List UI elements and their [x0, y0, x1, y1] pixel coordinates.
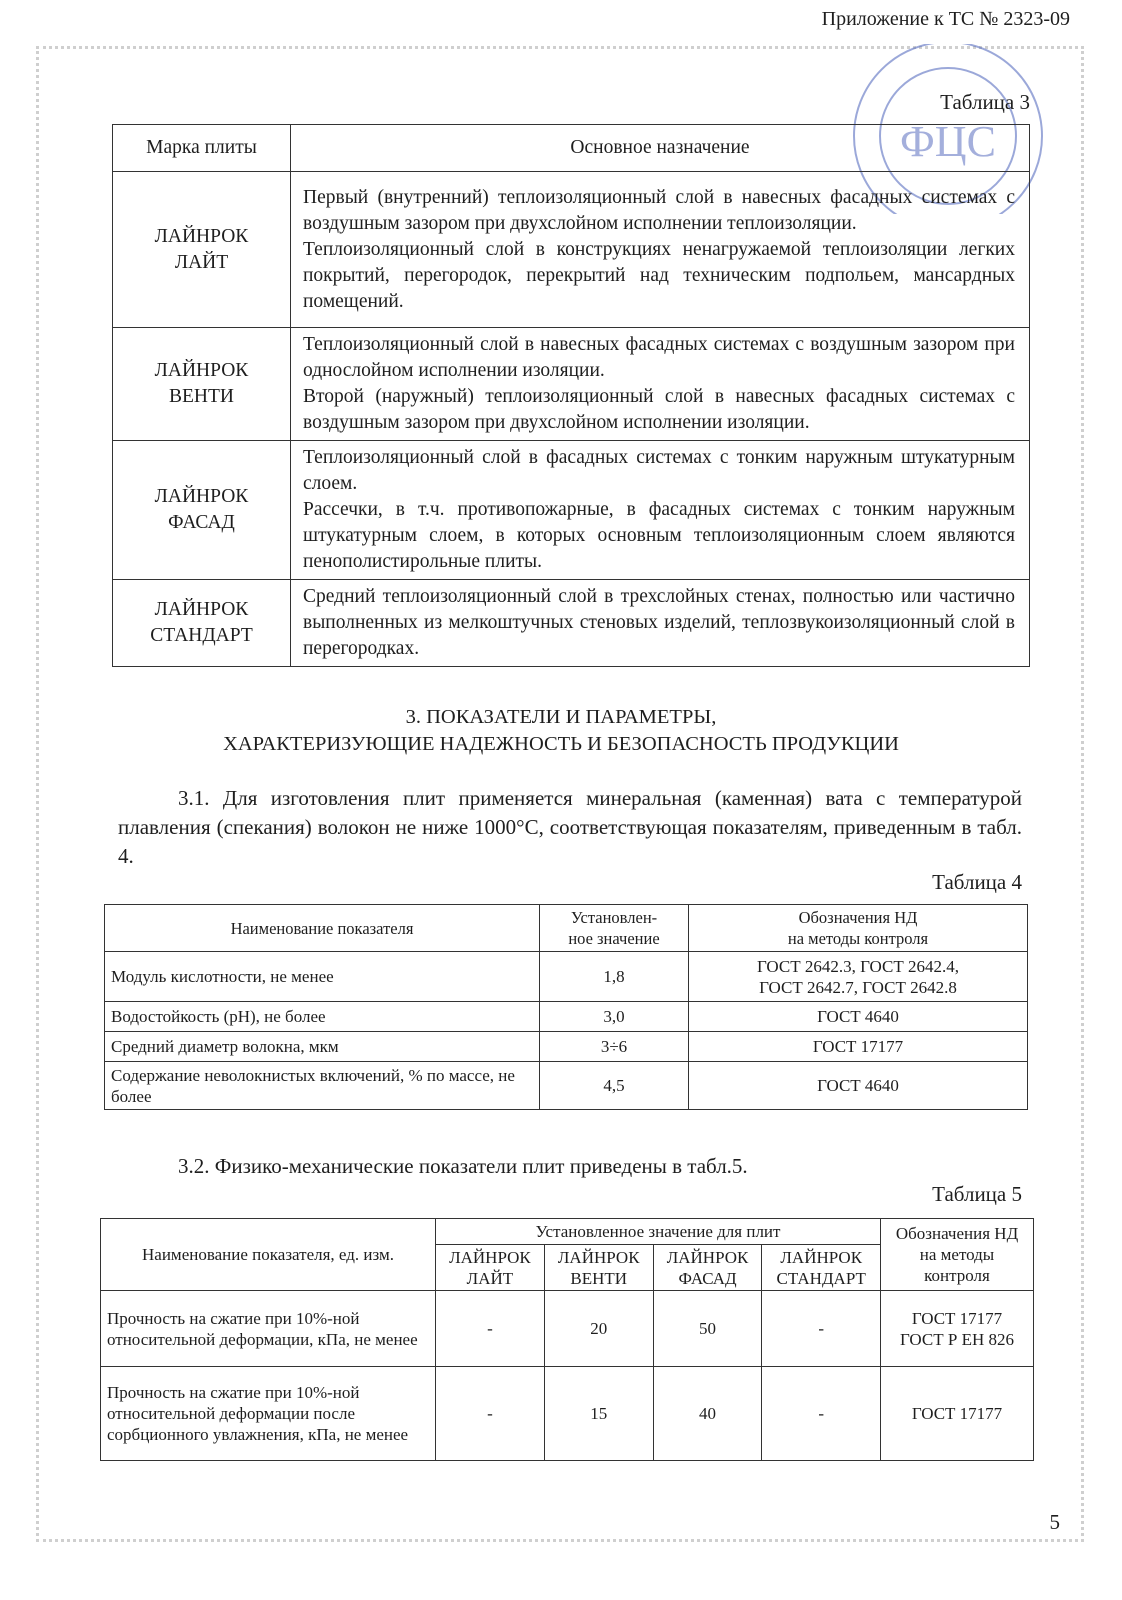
table-header-row: [113, 125, 1030, 172]
control-method: ГОСТ 2642.3, ГОСТ 2642.4, ГОСТ 2642.7, ГОСТ 2642.8: [689, 952, 1028, 1002]
page-number: 5: [1049, 1510, 1060, 1534]
control-method: ГОСТ 17177: [689, 1032, 1028, 1062]
plate-purpose: Первый (внутренний) теплоизоляционный слой в навесных фасадных системах с воздушным зазором при двухслойном исполнении теплоизоляции. Теплоизоляционный слой в конструкциях ненагружаемой теплоизоляции легких покрытий, перегородок, перекрытий над техническим подпольем, мансардных помещений.: [291, 172, 1030, 328]
brand-header: ЛАЙНРОК СТАНДАРТ: [762, 1245, 881, 1291]
document-header: Приложение к ТС № 2323-09: [821, 8, 1070, 30]
table4-caption: Таблица 4: [932, 870, 1022, 894]
table3-caption: Таблица 3: [940, 90, 1030, 114]
column-header: Основное назначение: [291, 125, 1030, 172]
indicator-value: 3÷6: [540, 1032, 689, 1062]
control-method: ГОСТ 17177: [881, 1367, 1034, 1461]
column-group-header: Установленное значение для плит: [436, 1219, 881, 1245]
column-header: Установлен- ное значение: [540, 905, 689, 952]
column-header: Марка плиты: [113, 125, 291, 172]
control-method: ГОСТ 17177 ГОСТ Р ЕН 826: [881, 1291, 1034, 1367]
table-row: [105, 1062, 1028, 1110]
indicator-value: -: [436, 1367, 545, 1461]
indicator-name: Средний диаметр волокна, мкм: [105, 1032, 540, 1062]
indicator-value: 1,8: [540, 952, 689, 1002]
control-method: ГОСТ 4640: [689, 1062, 1028, 1110]
plate-mark: ЛАЙНРОК ФАСАД: [113, 441, 291, 580]
brand-header: ЛАЙНРОК ЛАЙТ: [436, 1245, 545, 1291]
indicator-value: 20: [544, 1291, 653, 1367]
indicator-value: 15: [544, 1367, 653, 1461]
brand-header: ЛАЙНРОК ВЕНТИ: [544, 1245, 653, 1291]
control-method: ГОСТ 4640: [689, 1002, 1028, 1032]
indicator-name: Водостойкость (рН), не более: [105, 1002, 540, 1032]
table-row: [113, 580, 1030, 667]
table-row: [105, 1032, 1028, 1062]
column-header: Обозначения НД на методы контроля: [881, 1219, 1034, 1291]
indicator-value: 50: [653, 1291, 762, 1367]
indicator-value: 3,0: [540, 1002, 689, 1032]
section-title: 3. ПОКАЗАТЕЛИ И ПАРАМЕТРЫ, ХАРАКТЕРИЗУЮЩИЕ НАДЕЖНОСТЬ И БЕЗОПАСНОСТЬ ПРОДУКЦИИ: [223, 706, 899, 755]
column-header: Наименование показателя, ед. изм.: [101, 1219, 436, 1291]
plate-purpose: Теплоизоляционный слой в фасадных системах с тонким наружным штукатурным слоем. Рассечки, в т.ч. противопожарные, в фасадных системах с тонким наружным штукатурным слоем, в которых основным теплоизоляционным слоем являются пенополистирольные плиты.: [291, 441, 1030, 580]
table-row: [105, 952, 1028, 1002]
table-row: [113, 441, 1030, 580]
indicator-name: Прочность на сжатие при 10%-ной относительной деформации, кПа, не менее: [101, 1291, 436, 1367]
table5-caption: Таблица 5: [932, 1182, 1022, 1206]
table-row: [113, 328, 1030, 441]
table-header-row: [105, 905, 1028, 952]
column-header: Наименование показателя: [105, 905, 540, 952]
plate-purpose: Средний теплоизоляционный слой в трехслойных стенах, полностью или частично выполненных из мелкоштучных стеновых изделий, теплозвукоизоляционный слой в перегородках.: [291, 580, 1030, 667]
plate-mark: ЛАЙНРОК СТАНДАРТ: [113, 580, 291, 667]
indicator-value: -: [762, 1367, 881, 1461]
column-header: Обозначения НД на методы контроля: [689, 905, 1028, 952]
table-row: [105, 1002, 1028, 1032]
table-3: [112, 124, 1030, 667]
stamp-text: ФЦС: [900, 117, 996, 166]
table-row: [101, 1367, 1034, 1461]
indicator-value: 4,5: [540, 1062, 689, 1110]
table-row: [101, 1291, 1034, 1367]
table-5: [100, 1218, 1034, 1461]
indicator-value: 40: [653, 1367, 762, 1461]
plate-mark: ЛАЙНРОК ВЕНТИ: [113, 328, 291, 441]
table-4: [104, 904, 1028, 1110]
indicator-name: Прочность на сжатие при 10%-ной относительной деформации после сорбционного увлажнения, кПа, не менее: [101, 1367, 436, 1461]
table-header-row: [101, 1219, 1034, 1245]
indicator-value: -: [762, 1291, 881, 1367]
paragraph-3-2: 3.2. Физико-механические показатели плит приведены в табл.5.: [178, 1154, 748, 1178]
indicator-name: Модуль кислотности, не менее: [105, 952, 540, 1002]
brand-header: ЛАЙНРОК ФАСАД: [653, 1245, 762, 1291]
paragraph-3-1: 3.1. Для изготовления плит применяется минеральная (каменная) вата с температурой плавления (спекания) волокон не ниже 1000°С, соответствующая показателям, приведенным в табл. 4.: [118, 786, 1022, 868]
table-row: [113, 172, 1030, 328]
plate-purpose: Теплоизоляционный слой в навесных фасадных системах с воздушным зазором при однослойном исполнении изоляции. Второй (наружный) теплоизоляционный слой в навесных фасадных системах с воздушным зазором при двухслойном исполнении изоляции.: [291, 328, 1030, 441]
indicator-name: Содержание неволокнистых включений, % по массе, не более: [105, 1062, 540, 1110]
plate-mark: ЛАЙНРОК ЛАЙТ: [113, 172, 291, 328]
indicator-value: -: [436, 1291, 545, 1367]
